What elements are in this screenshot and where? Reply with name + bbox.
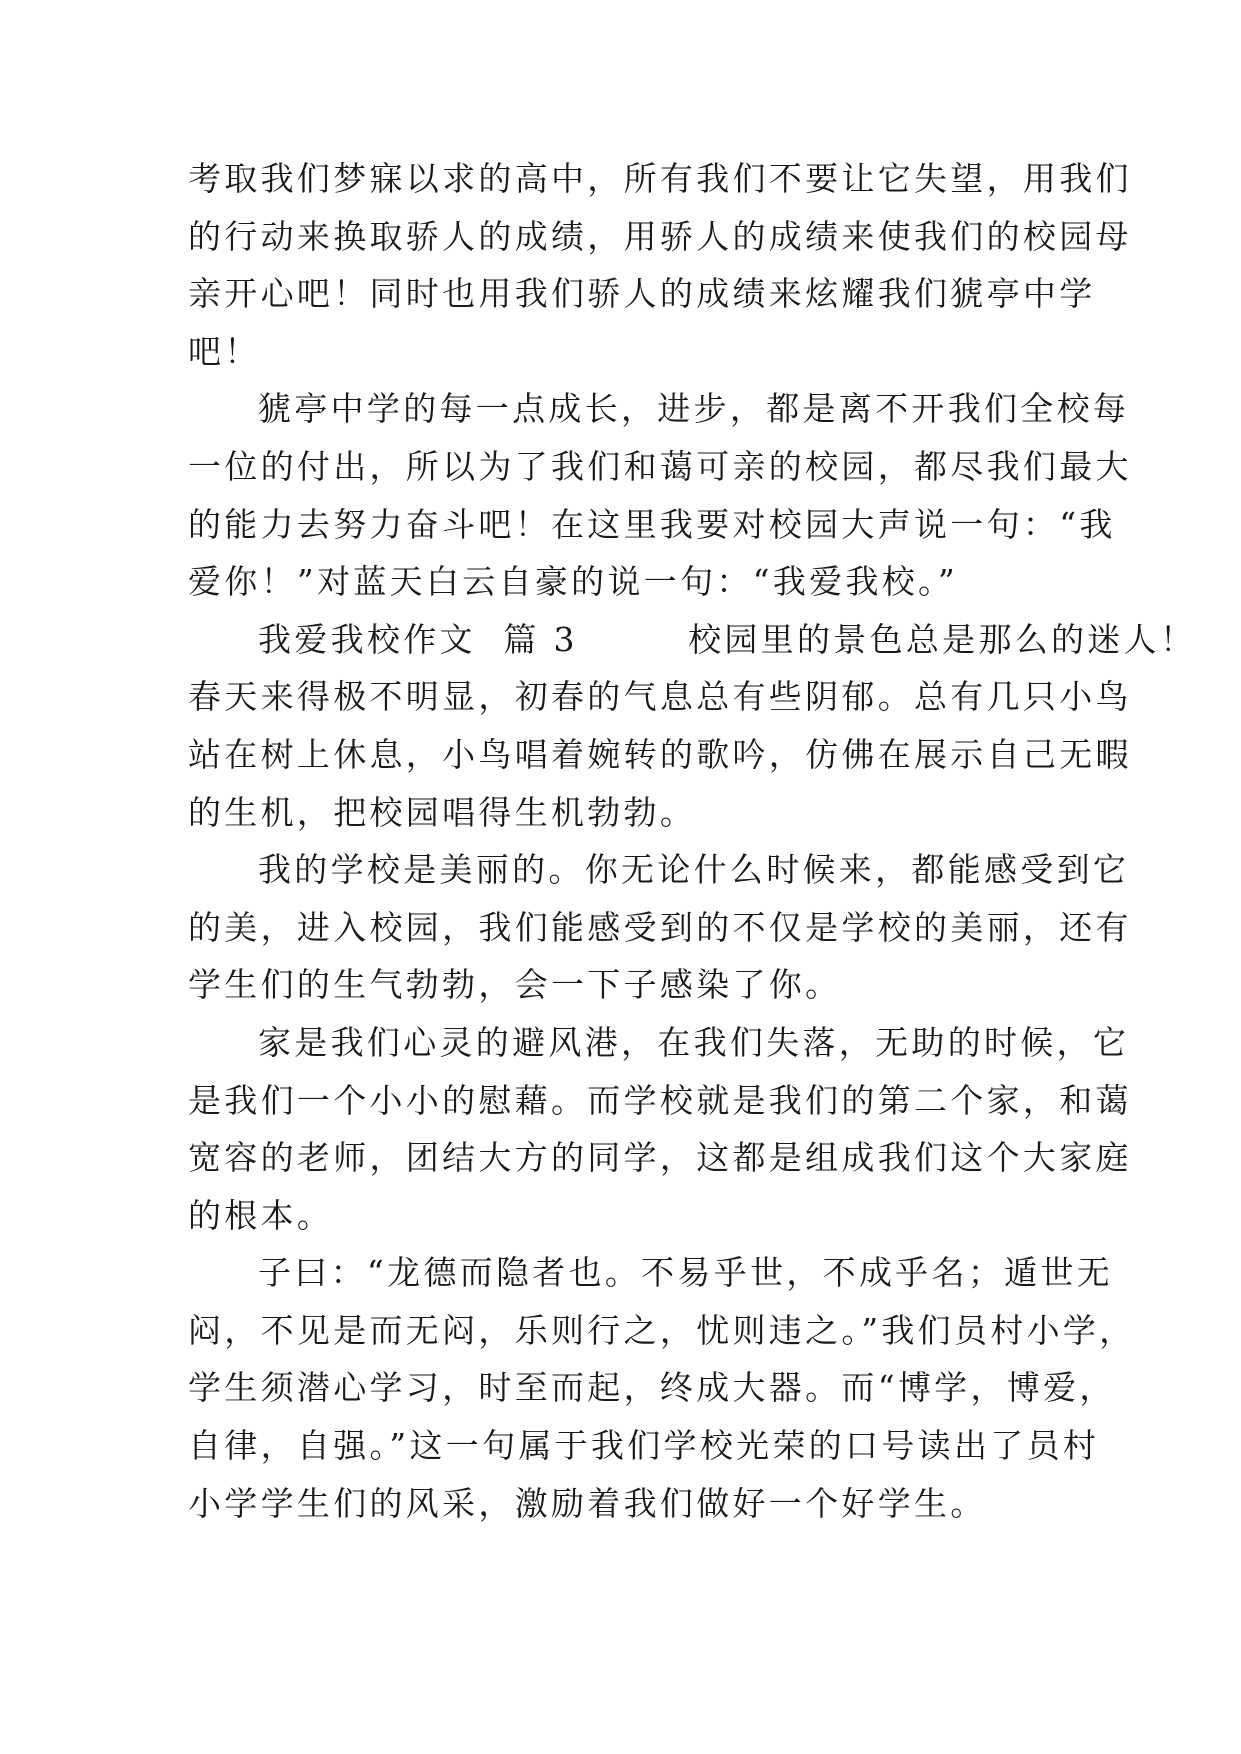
paragraph-first-line: 猇亭中学的每一点成长，进步，都是离不开我们全校每	[258, 389, 1130, 429]
text-line: 学生须潜心学习，时至而起，终成大器。而“博学，博爱，	[188, 1368, 1116, 1408]
text-line: 的行动来换取骄人的成绩，用骄人的成绩来使我们的校园母	[188, 216, 1132, 256]
text-line: 的根本。	[188, 1195, 334, 1235]
text-line: 学生们的生气勃勃，会一下子感染了你。	[188, 965, 842, 1005]
text-line: 亲开心吧！同时也用我们骄人的成绩来炫耀我们猇亭中学	[188, 274, 1096, 314]
section-heading-line: 我爱我校作文 篇 3 校园里的景色总是那么的迷人！	[258, 619, 1197, 659]
text-line: 小学学生们的风采，激励着我们做好一个好学生。	[188, 1483, 987, 1523]
text-line: 是我们一个小小的慰藉。而学校就是我们的第二个家，和蔼	[188, 1080, 1132, 1120]
text-line: 考取我们梦寐以求的高中，所有我们不要让它失望，用我们	[188, 159, 1132, 198]
text-line: 宽容的老师，团结大方的同学，这都是组成我们这个大家庭	[188, 1138, 1132, 1178]
text-line: 的生机，把校园唱得生机勃勃。	[188, 792, 697, 832]
text-line: 的美，进入校园，我们能感受到的不仅是学校的美丽，还有	[188, 907, 1132, 947]
text-line: 爱你！”对蓝天白云自豪的说一句：“我爱我校。”	[188, 562, 959, 602]
text-line: 一位的付出，所以为了我们和蔼可亲的校园，都尽我们最大	[188, 446, 1132, 486]
text-line: 闷，不见是而无闷，乐则行之，忧则违之。”我们员村小学，	[188, 1310, 1136, 1350]
text-line: 春天来得极不明显，初春的气息总有些阴郁。总有几只小鸟	[188, 677, 1132, 717]
document-body	[188, 150, 1197, 1532]
paragraph-first-line: 我的学校是美丽的。你无论什么时候来，都能感受到它	[258, 850, 1130, 890]
text-line: 吧！	[188, 331, 261, 371]
text-line: 的能力去努力奋斗吧！在这里我要对校园大声说一句：“我	[188, 504, 1116, 544]
text-line: 自律，自强。”这一句属于我们学校光荣的口号读出了员村	[188, 1426, 1100, 1466]
paragraph-first-line: 子曰：“龙德而隐者也。不易乎世，不成乎名；遁世无	[258, 1253, 1114, 1293]
text-line: 站在树上休息，小鸟唱着婉转的歌吟，仿佛在展示自己无暇	[188, 734, 1132, 774]
paragraph-first-line: 家是我们心灵的避风港，在我们失落，无助的时候，它	[258, 1022, 1130, 1062]
